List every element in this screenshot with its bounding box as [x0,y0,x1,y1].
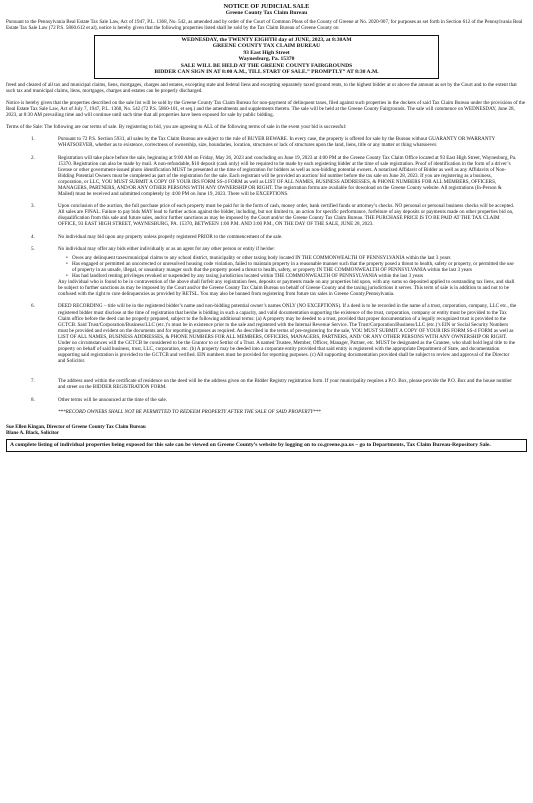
sale-details-box [94,35,439,79]
term-text: Pursuant to 72 P.S. Section 5931, all sales by the Tax Claim Bureau are subject to the rule of BUYER BEWARE. In every case, the property is offered for sale by the Bureau without GUARANTY OR WARRANTY WHATSOEVER, whether as to existence, correctness of ownership, size, boundaries, location, structures or lack of structures upon the land, liens, title or any matter or thing whatsoever. [58,136,496,149]
notice-paragraph: Notice is hereby given that the properties described on the sale list will be sold by the Greene County Tax Claim Bureau for non-payment of delinquent taxes, filed against such properties in the dockets of said Tax Claim Bureau under the provisions of the Real Estate Tax Sale Law, Act of July 7, 1947, P.L. 1368, No. 542 (72 P.S. 5860-101, et seq.) and the amendments and supplements thereto. The sale will be held at the Greene County Fairgrounds. The sale will commence on WEDNESDAY, June 28, 2023, at 8:30 AM prevailing time and will continue until such time that all properties have been exposed for sale by public bidding. [6,99,526,119]
term-item [6,303,527,364]
term-text: Registration will take place before the sale, beginning at 9:00 AM on Friday, May 26, 2023 and concluding on June 19, 2023 at 4:00 PM at the Greene County Tax Claim Office located at 93 East High Street, Waynesburg, Pa. 15370. Registration can also be made by mail. A non-refundable, $10 deposit (cash only) will be required to be made by each registering bidder at the time of sale registration. Proof of identification in the form of a driver’s license or other government-issued photo identification MUST be presented at the time of registration for bidders as well as non-bidding potential owners. A notarized Affidavit of Bidder as well as any Affidavits of Non-Bidding Potential Owners must be completed as part of the registration for the sale. Each registrant will be provided an auction/ bid number before the tax sale on June 28, 2023. If you are registering as a business, corporation, or LLC, YOU MUST SUBMIT A COPY OF YOUR IRS FORM SS-4 FORM as well as LIST OF ALL NAMES, BUSINESS ADDRESSES, & PHONE NUMBERS FOR ALL MEMBERS, OFFICERS, MANAGERS, PARTNERS, AND/OR ANY OTHER PERSONS WITH ANY OWNERSHIP OR RIGHT. The registration forms are available for download on the Greene County website. All registrations (In-Person & Mailed) must be received and submitted completely by 4:00 PM on June 19, 2023. There will be EXCEPTIONS. [58,154,517,198]
sale-city-line: Waynesburg, Pa. 15370 [238,56,295,63]
list-item: • Has had landlord renting privileges revoked or suspended by any taxing jurisdiction located within THE COMMONWEALTH OF PENNSYLVANIA within the last 3 years [66,273,517,279]
term-number: 5. [31,245,35,252]
list-item: • Has engaged or permitted an uncorrected or unresolved housing code violation, failed to maintain property in a reasonable manner such that the property posed a threat to health, safety or property, or permitted the use of property in an unsafe, illegal, or unsanitary manger such that the property posed a threat to health, safety, or property IN THE COMMONWEALTH OF PENNSYLVANIA within the last 3 years [66,261,517,273]
free-and-cleared-paragraph: freed and cleared of all tax and municipal claims, liens, mortgages, charges and estates, excepting state and federal liens and excepting separately taxed ground rents, to the highest bidder at or above the amount as set by the Court and to the extent that such tax and municipal claims, liens, mortgages, charges and estates can be properly discharged. [6,81,517,94]
term-body [58,246,527,298]
term-item [6,397,527,403]
website-notice-box: A complete listing of individual properties being exposed for this sale can be viewed on Greene County’s website by logging on to co.greene.pa.us – go to Departments, Tax Claim Bureau-Repository Sale. [6,439,527,452]
term-item [6,136,527,148]
term-item [6,203,527,227]
term-text: The address used within the certificate of residence on the deed will be the address given on the Bidder Registry registration form. If your municipality requires a P.O. Box, please provide the P.O. Box and the house number and street on the BIDDER REGISTRATION FORM. [58,378,512,391]
disqualification-list [58,255,517,279]
term-number: 3. [31,203,35,210]
sale-street-line: 93 East High Street [243,49,290,56]
term-text: No individual may offer any bids either individually or as an agent for any other person or entity if he/she: [58,245,275,252]
term-text: DEED RECORDING – title will be in the registered bidder’s name and non-bidding potential owner’s names ONLY (NO EXCEPTIONS). If a deed is to be recorded in the name of a trust, corporation, company, LLC etc., the registered bidder must disclose at the time of registration that he/she is bidding in such a capacity, and valid documentation supporting the existence of the trust, corporation, company or entity must be provided to the Tax Claim office before the deed can be properly prepared, subject to the following additional terms: (a) A property may be deeded to a trust, provided that proper documentation of a legally recognized trust is provided to the GCTCB. Said Trust/Corporation/Business/LLC (etc.)’s must be in existence prior to the sale and registered with the Internal Revenue Service. The Trust/Corporation/Business/LLC (etc.)’s EIN or Social Security Numbers must be provided and evident on the documents and for reporting purposes as required. As described in the terms of pre-registering for the sale, YOU MUST SUBMIT A COPY OF YOUR IRS FORM SS-4 FORM as well as LIST OF ALL NAMES, BUSINESS ADDRESSES, & PHONE NUMBERS FOR ALL MEMBERS, OFFICERS, MANAGERS, PARTNERS, AND/ OR ANY OTHER PERSONS WITH ANY OWNERSHIP OR RIGHT. Under no circumstances will the GCTCB be considered to be the Grantor to or Settlor of a Trust. A named Trustee, Member, Officer, Manager, Partner, etc. MUST be designated as the Grantee, who shall hold legal title to the property on behalf of said business, trust, LLC, corporation, etc. (b) A property may be deeded into a corporate entity provided that said entity is registered with the appropriate Department of State, and documentation supporting said registration is provided to the GCTCB and verified. EIN numbers must be provided for reporting purposes. (c) All supporting documentation provided shall be subject to review and approval of the Director and Solicitor. [58,303,517,365]
term-item [6,234,527,240]
redemption-notice: ***RECORD OWNERS SHALL NOT BE PERMITTED TO REDEEM PROPERTY AFTER THE SALE OF SAID PROPERTY*** [58,408,321,415]
legal-notice [6,3,527,452]
list-item: • Owes any delinquent taxes/municipal claims to any school district, municipality or other taxing body located IN THE COMMONWEALTH OF PENNSYLVANIA within the last 3 years [66,255,517,261]
intro-paragraph: Pursuant to the Pennsylvania Real Estate Tax Sale Law, Act of 1947, P.L. 1368, No. 542, as amended and by order of the Court of Common Pleas of the County of Greene at No. 2020-907, for purposes as set forth in Section 612 of the Pennsylvania Real Estate Tax Sale Law (72 P.S. 5860.612 et al), notice is hereby given that the following properties listed shall be sold by the Tax Claim Bureau of Greene County on [6,18,523,31]
term-item [6,155,527,198]
term-number: 4. [31,233,35,240]
term-item [6,246,527,298]
signature-block [6,424,527,436]
sale-venue-line: SALE WILL BE HELD AT THE GREENE COUNTY FAIRGROUNDS [180,62,353,69]
term-number: 8. [31,396,35,403]
terms-intro-paragraph: Terms of the Sale: The following are our terms of sale. By registering to bid, you are agreeing to ALL of the following terms of sale in the event your bid is successful: [6,124,347,131]
signature-director: Sue Ellen Kingan, Director of Greene County Tax Claim Bureau [6,423,146,430]
notice-title: NOTICE OF JUDICIAL SALE [223,3,310,10]
signature-solicitor: Blane A. Black, Solicitor [6,429,60,436]
term-followup-text: Any individual who is found to be in contravention of the above shall forfeit any registration fees, deposits or payments made on any properties bid upon, with any sums so deposited applied to outstanding tax liens, and shall be subject to further sanctions as may be imposed by the Court and/or the Greene County Tax Claim Bureau on behalf of Greene County and the taxing jurisdictions it serves. This term of sale is in addition to and not to be confused with the right to cure delinquencies as provided by RETSL. You may also be banned from registering from future tax sales in Greene County,Pennsylvania. [58,279,515,298]
term-text: Upon conclusion of the auction, the full purchase price of each property must be paid for in the form of cash, money order, bank certified funds or attorney’s checks. NO personal or personal business checks will be accepted. All sales are FINAL. Failure to pay bids MAY lead to further action against the bidder, including, but not limited to, an action for specific performance, forfeiture of any deposits or payments made on other properties bid on, disqualification from this sale and future sales, and/or further sanctions as may be imposed by the Court and/or the Greene County Tax Claim Bureau. THE PURCHASE PRICE IS TO BE PAID AT THE TAX CLAIM OFFICE, 93 EAST HIGH STREET, WAYNESBURG, PA. 15370, BETWEEN 1:00 P.M. AND 3:00 P.M., ON THE DAY OF THE SALE, JUNE 28, 2023. [58,203,515,228]
term-text: No individual may bid upon any property unless properly registered PRIOR to the commencement of the sale. [58,233,283,240]
term-number: 2. [31,154,35,161]
term-number: 7. [31,378,35,385]
term-number: 6. [31,303,35,310]
terms-list [6,136,527,402]
sale-bureau-line: GREENE COUNTY TAX CLAIM BUREAU [212,43,321,50]
term-item [6,378,527,390]
sale-date-line: WEDNESDAY, the TWENTY EIGHTH day of JUNE, 2023, at 8:30AM [181,36,352,43]
term-text: Other terms will be announced at the time of the sale. [58,396,168,403]
sale-signin-line: BIDDER CAN SIGN IN AT 8:00 A.M., TILL START OF SALE.” PROMPTLY” AT 8:30 A.M. [154,69,379,76]
term-number: 1. [31,136,35,143]
notice-subtitle: Greene County Tax Claim Bureau [225,10,308,16]
